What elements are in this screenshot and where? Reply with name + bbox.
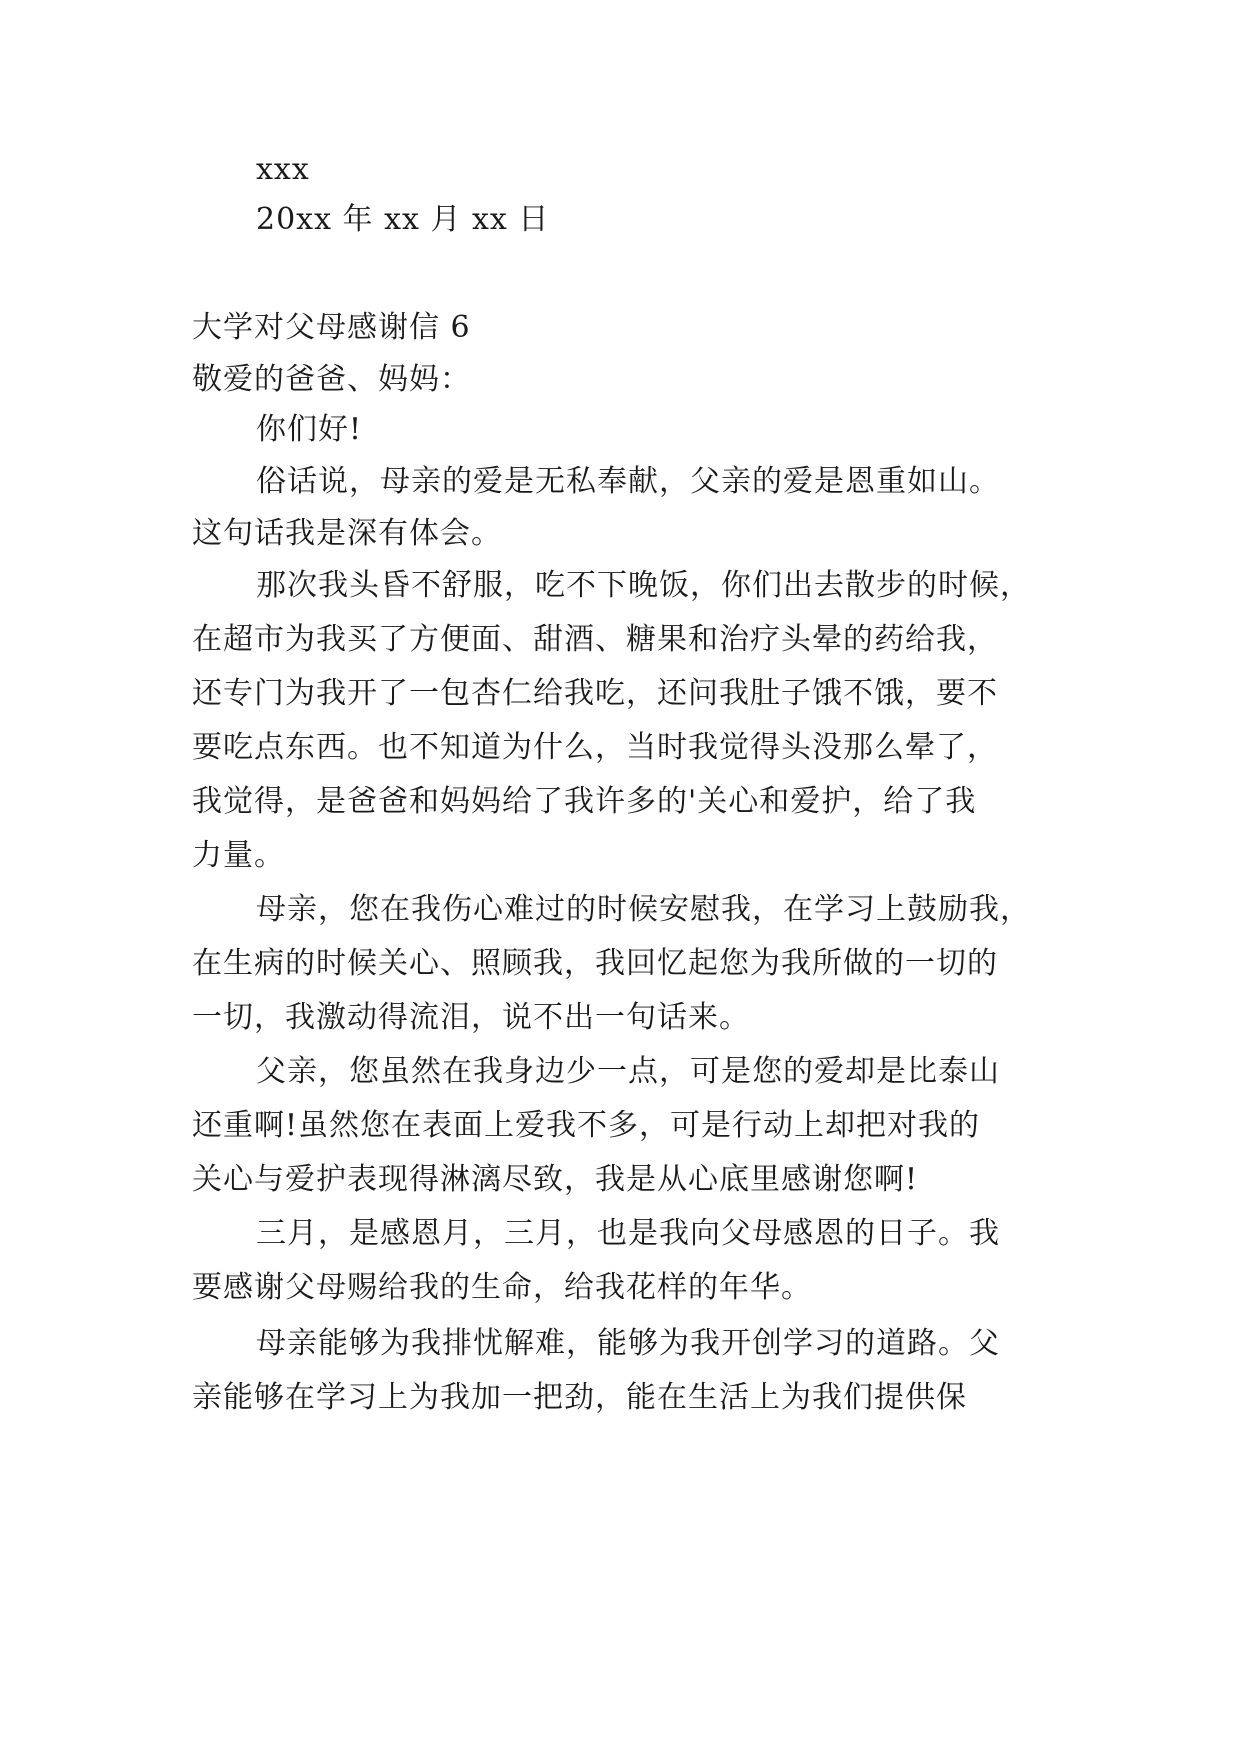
- paragraph-line: 一切，我激动得流泪，说不出一句话来。: [192, 1000, 750, 1035]
- paragraph-line: 父亲，您虽然在我身边少一点，可是您的爱却是比泰山: [256, 1054, 1000, 1089]
- paragraph-line: 在生病的时候关心、照顾我，我回忆起您为我所做的一切的: [192, 946, 998, 981]
- paragraph-line: 要吃点东西。也不知道为什么，当时我觉得头没那么晕了，: [192, 730, 998, 765]
- paragraph-line: 要感谢父母赐给我的生命，给我花样的年华。: [192, 1270, 812, 1305]
- salutation: 敬爱的爸爸、妈妈：: [192, 362, 471, 397]
- paragraph-line: 这句话我是深有体会。: [192, 516, 502, 551]
- paragraph-line: 亲能够在学习上为我加一把劲，能在生活上为我们提供保: [192, 1380, 967, 1415]
- paragraph-line: 母亲能够为我排忧解难，能够为我开创学习的道路。父: [256, 1326, 1000, 1361]
- paragraph-line: 力量。: [192, 838, 285, 873]
- paragraph-line: 那次我头昏不舒服，吃不下晚饭，你们出去散步的时候，: [256, 568, 1031, 603]
- paragraph-line: 还重啊!虽然您在表面上爱我不多，可是行动上却把对我的: [192, 1108, 981, 1143]
- paragraph-line: 关心与爱护表现得淋漓尽致，我是从心底里感谢您啊!: [192, 1162, 919, 1197]
- letter-title: 大学对父母感谢信 6: [192, 310, 471, 345]
- paragraph-line: 三月，是感恩月，三月，也是我向父母感恩的日子。我: [256, 1216, 1000, 1251]
- paragraph-line: 还专门为我开了一包杏仁给我吃，还问我肚子饿不饿，要不: [192, 676, 998, 711]
- paragraph-line: 母亲，您在我伤心难过的时候安慰我，在学习上鼓励我，: [256, 892, 1031, 927]
- paragraph-line: 我觉得，是爸爸和妈妈给了我许多的'关心和爱护，给了我: [192, 784, 977, 819]
- greeting: 你们好!: [256, 412, 363, 447]
- signature: xxx: [256, 152, 310, 187]
- paragraph-line: 在超市为我买了方便面、甜酒、糖果和治疗头晕的药给我，: [192, 622, 998, 657]
- letter-date: 20xx 年 xx 月 xx 日: [256, 202, 550, 237]
- paragraph-line: 俗话说，母亲的爱是无私奉献，父亲的爱是恩重如山。: [256, 464, 1000, 499]
